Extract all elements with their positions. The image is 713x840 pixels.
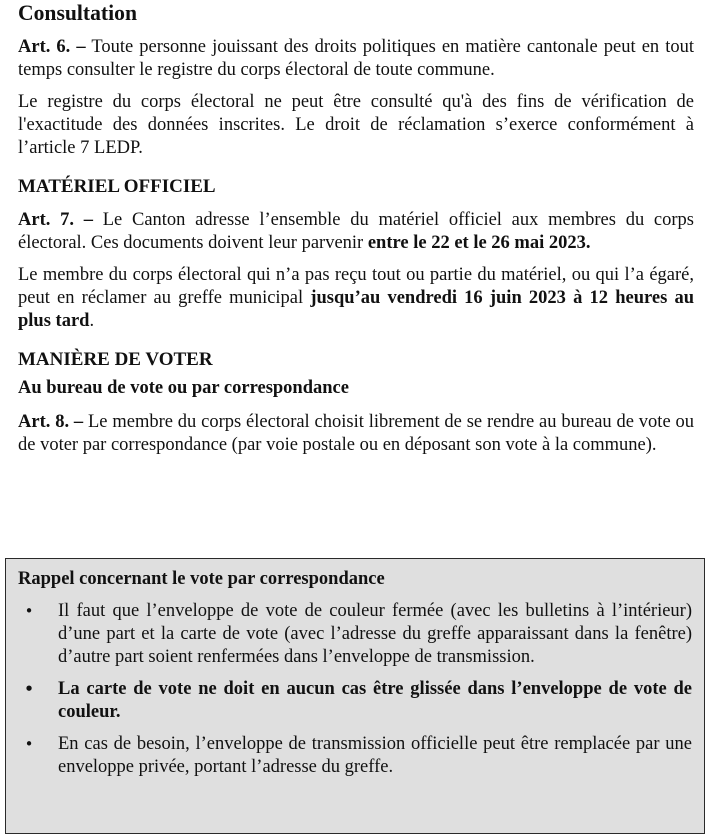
reminder-list-item	[18, 678, 692, 724]
bullet-icon: •	[24, 602, 34, 620]
article-6-text: Toute personne jouissant des droits politiques en matière cantonale peut en tout temps consulter le registre du corps électoral de toute commune.	[18, 37, 694, 80]
reminder-list-item	[18, 733, 692, 779]
article-8	[18, 411, 694, 457]
reminder-list	[18, 600, 692, 779]
section-heading-consultation: Consultation	[18, 1, 137, 25]
article-7-number: Art. 7. –	[18, 210, 93, 230]
section-heading-materiel-officiel: MATÉRIEL OFFICIEL	[18, 176, 216, 197]
article-8-number: Art. 8. –	[18, 412, 84, 432]
article-6-number: Art. 6. –	[18, 37, 86, 57]
article-6	[18, 36, 694, 82]
materiel-paragraph-end: .	[89, 311, 95, 331]
article-8-text: Le membre du corps électoral choisit librement de se rendre au bureau de vote ou de voter par correspondance (par voie postale ou en déposant son vote à la commune).	[18, 412, 694, 455]
reminder-item-text: Il faut que l’enveloppe de vote de couleur fermée (avec les bulletins à l’intérieur) d’une part et la carte de vote (avec l’adresse du greffe apparaissant dans la fenêtre) d’autre part soient renfermées dans l’enveloppe de transmission.	[58, 601, 692, 667]
reminder-box	[5, 558, 705, 834]
reminder-item-text: En cas de besoin, l’enveloppe de transmission officielle peut être remplacée par une enveloppe privée, portant l’adresse du greffe.	[58, 734, 692, 777]
subheading-bureau-ou-correspondance: Au bureau de vote ou par correspondance	[18, 378, 349, 398]
article-7-text: Le Canton adresse l’ensemble du matériel officiel aux membres du corps électoral. Ces documents doivent leur parvenir	[18, 210, 695, 253]
reminder-list-item	[18, 600, 692, 669]
article-7	[18, 209, 694, 255]
article-7-dates: entre le 22 et le 26 mai 2023.	[367, 233, 591, 253]
reminder-box-title: Rappel concernant le vote par correspondance	[18, 569, 385, 589]
bullet-icon: •	[24, 735, 34, 753]
section-heading-maniere-de-voter: MANIÈRE DE VOTER	[18, 349, 213, 370]
materiel-deadline: jusqu’au vendredi 16 juin 2023 à 12 heures au plus tard	[18, 288, 694, 331]
bullet-icon: •	[24, 680, 34, 698]
materiel-paragraph-text: Le membre du corps électoral qui n’a pas reçu tout ou partie du matériel, ou qui l’a égaré, peut en réclamer au greffe municipal	[18, 265, 694, 308]
consultation-paragraph: Le registre du corps électoral ne peut être consulté qu'à des fins de vérification de l'exactitude des données inscrites. Le droit de réclamation s’exerce conformément à l’article 7 LEDP.	[18, 92, 694, 158]
document-page	[18, 2, 694, 457]
reminder-item-text: La carte de vote ne doit en aucun cas être glissée dans l’enveloppe de vote de couleur.	[58, 679, 692, 722]
materiel-paragraph	[18, 264, 694, 333]
